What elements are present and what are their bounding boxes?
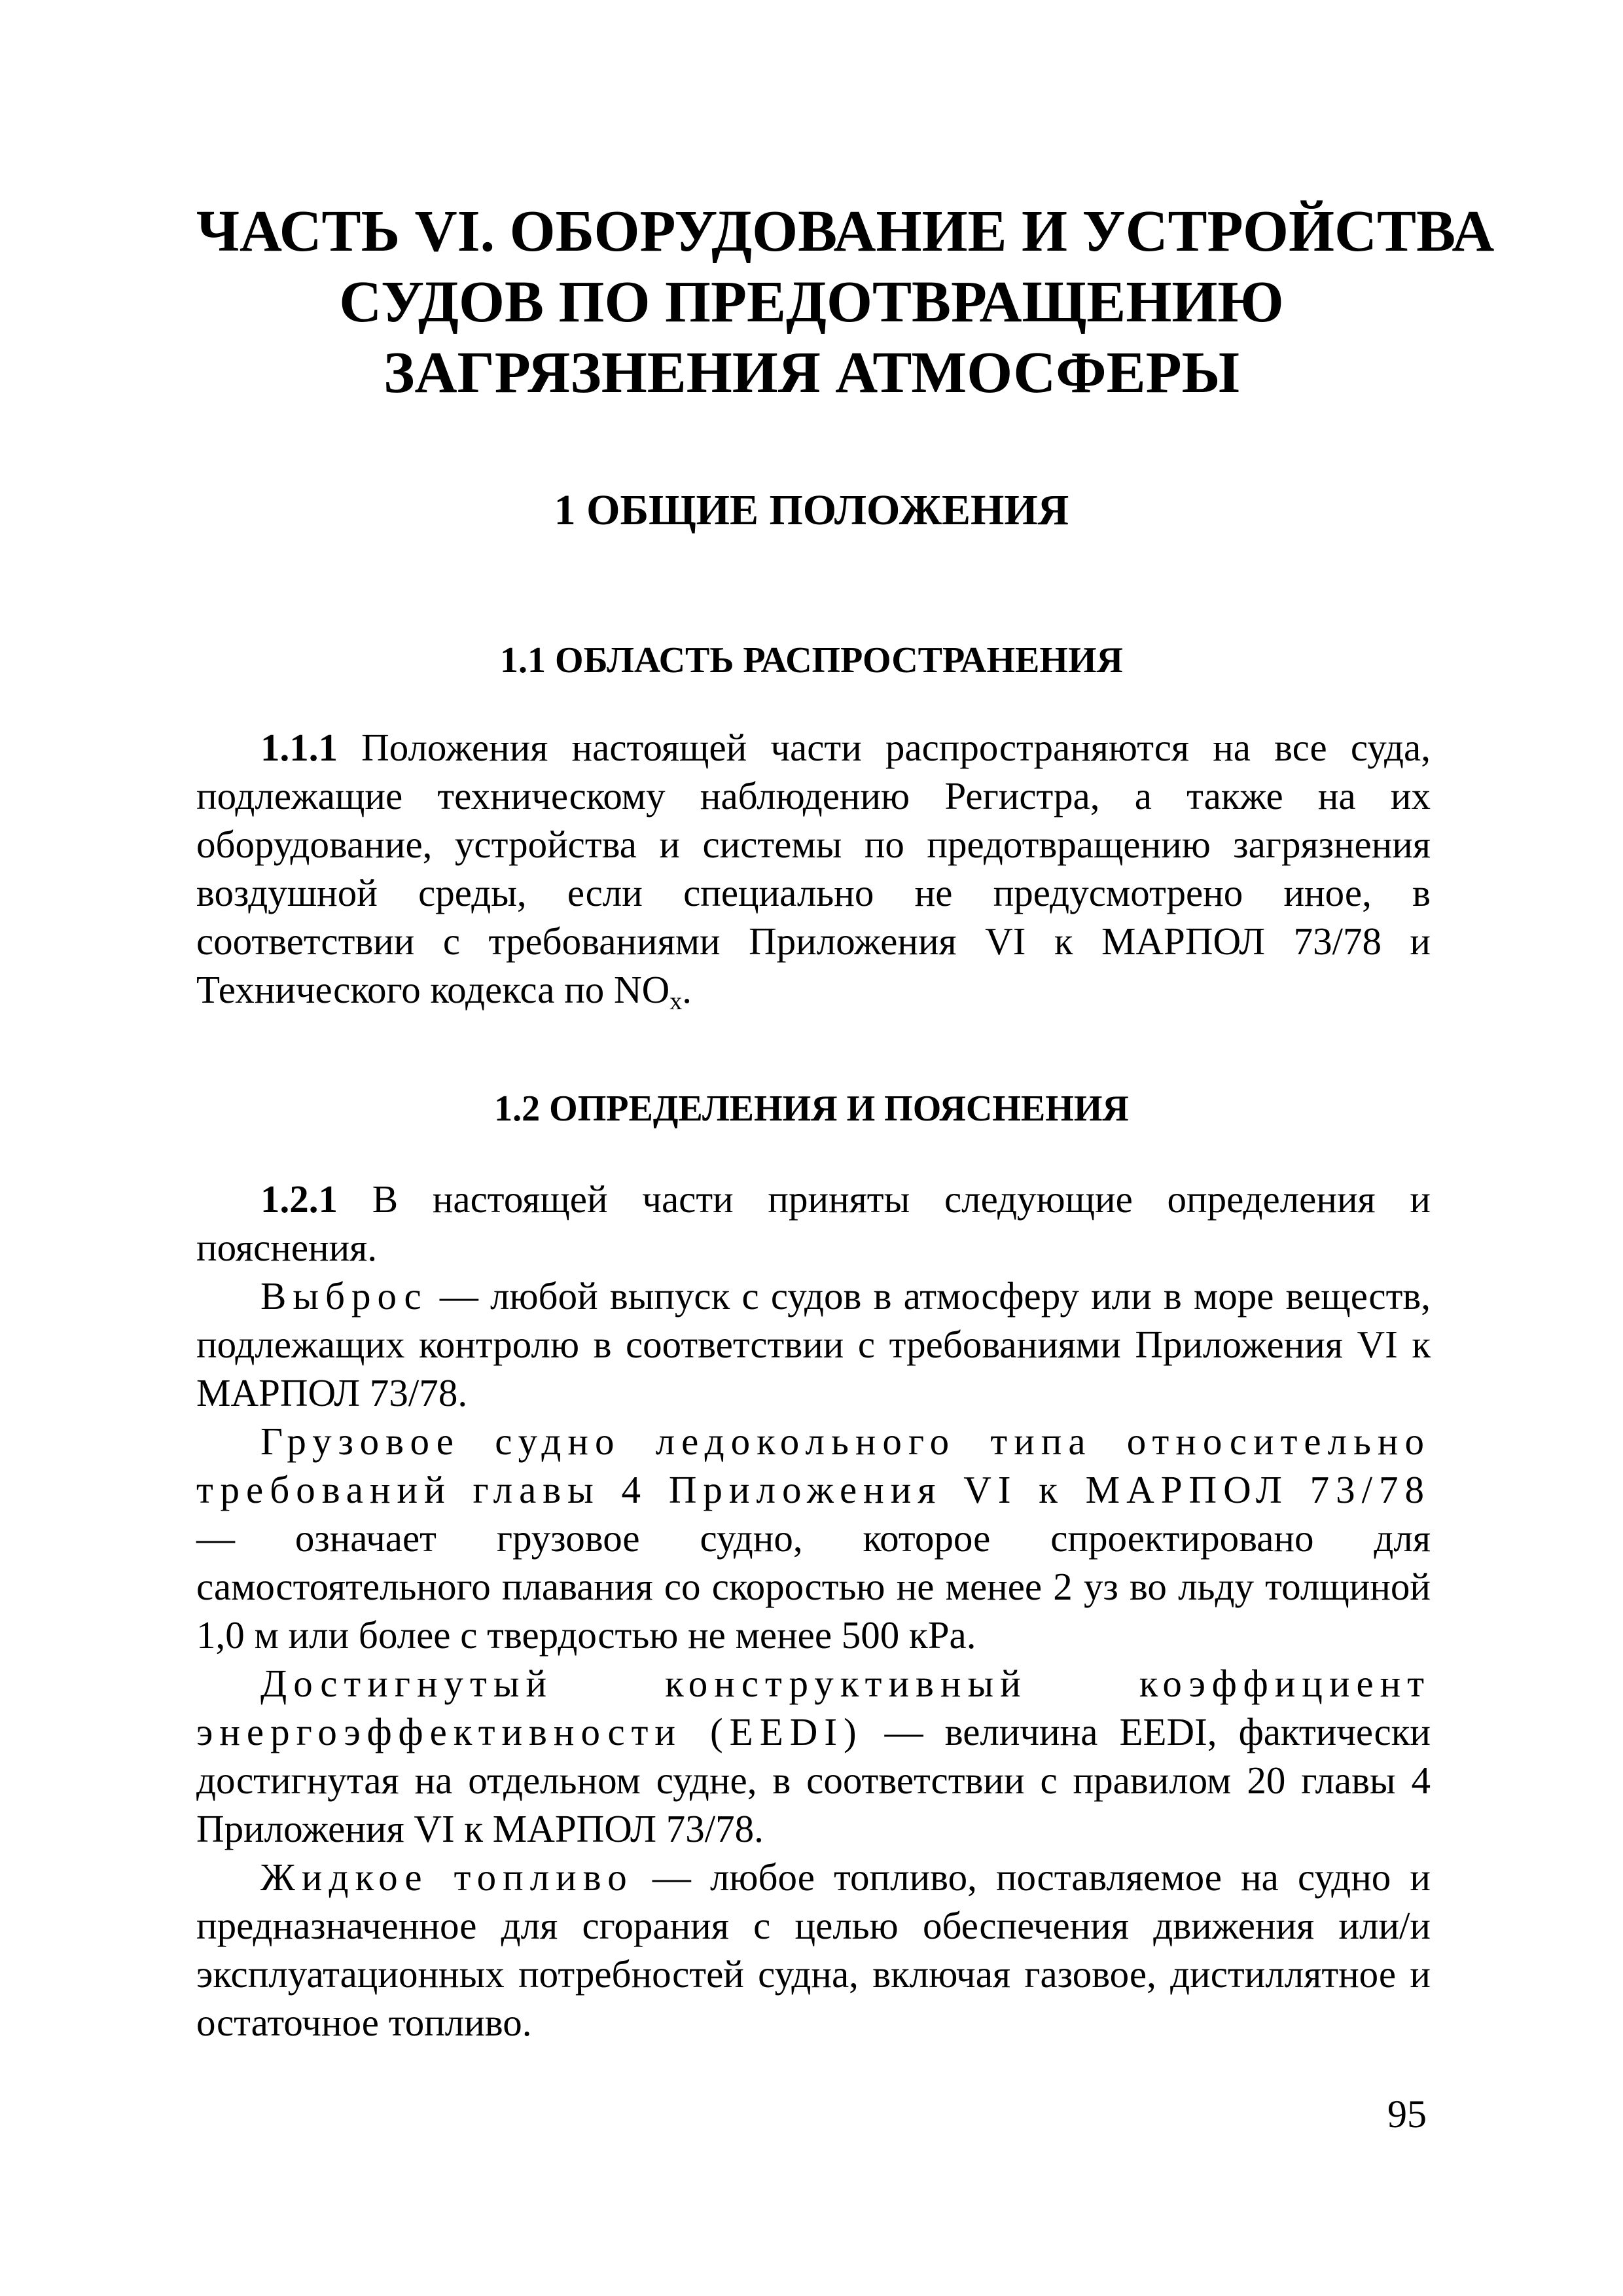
definition-emission bbox=[196, 1272, 1431, 1417]
paragraph-text: Положения настоящей части распространяются на все суда, подлежащие техническому наблюдению Регистра, а также на их оборудование, устройства и системы по предотвращению загрязнения воздушной среды, если специально не предусмотрено иное, в соответствии с требованиями Приложения VI к МАРПОЛ 73/78 и Технического кодекса по NO bbox=[196, 726, 1431, 1011]
definition-text: — означает грузовое судно, которое спроектировано для самостоятельного плавания со скоростью не менее 2 уз во льду толщиной 1,0 м или более с твердостью не менее 500 кРа. bbox=[196, 1516, 1431, 1657]
definition-term: Грузовое судно ледокольного типа относительно требований главы 4 Приложения VI к МАРПОЛ 73/78 bbox=[196, 1420, 1431, 1511]
section-1-1-body bbox=[196, 723, 1431, 1014]
paragraph-1-1-1 bbox=[196, 723, 1431, 1014]
section-1-1-heading: 1.1 ОБЛАСТЬ РАСПРОСТРАНЕНИЯ bbox=[500, 640, 1123, 681]
paragraph-text: В настоящей части приняты следующие определения и пояснения. bbox=[196, 1177, 1431, 1269]
part-title-line-1: ЧАСТЬ VI. ОБОРУДОВАНИЕ И УСТРОЙСТВА bbox=[196, 199, 1495, 264]
part-title-line-3: ЗАГРЯЗНЕНИЯ АТМОСФЕРЫ bbox=[383, 340, 1240, 405]
paragraph-end: . bbox=[682, 968, 692, 1011]
section-1-2-heading: 1.2 ОПРЕДЕЛЕНИЯ И ПОЯСНЕНИЯ bbox=[494, 1088, 1129, 1129]
definition-fuel-oil bbox=[196, 1853, 1431, 2047]
subscript-x: x bbox=[669, 988, 683, 1015]
page-number: 95 bbox=[1387, 2092, 1427, 2136]
part-title bbox=[196, 196, 1495, 408]
paragraph-1-2-1 bbox=[196, 1175, 1431, 1272]
definition-text: — величина EEDI, фактически достигнутая на отдельном судне, в соответствии с правилом 20 главы 4 Приложения VI к МАРПОЛ 73/78. bbox=[196, 1710, 1431, 1850]
section-1-2-body bbox=[196, 1175, 1431, 2047]
definition-text: — любой выпуск с судов в атмосферу или в море веществ, подлежащих контролю в соответствии с требованиями Приложения VI к МАРПОЛ 73/78. bbox=[196, 1274, 1431, 1414]
definition-icebreaking-cargo-ship bbox=[196, 1417, 1431, 1659]
definition-term: Выброс bbox=[260, 1274, 428, 1318]
definition-text: — любое топливо, поставляемое на судно и предназначенное для сгорания с целью обеспечения движения или/и эксплуатационных потребностей судна, включая газовое, дистиллятное и остаточное топливо. bbox=[196, 1856, 1431, 2044]
paragraph-number: 1.2.1 bbox=[260, 1177, 338, 1221]
section-1-heading: 1 ОБЩИЕ ПОЛОЖЕНИЯ bbox=[554, 486, 1069, 534]
paragraph-number: 1.1.1 bbox=[260, 726, 338, 769]
part-title-line-2: СУДОВ ПО ПРЕДОТВРАЩЕНИЮ bbox=[339, 270, 1284, 334]
definition-term: Жидкое топливо bbox=[260, 1856, 633, 1899]
definition-term: Достигнутый конструктивный коэффициент энергоэффективности (EEDI) bbox=[196, 1662, 1431, 1753]
definition-attained-eedi bbox=[196, 1659, 1431, 1853]
